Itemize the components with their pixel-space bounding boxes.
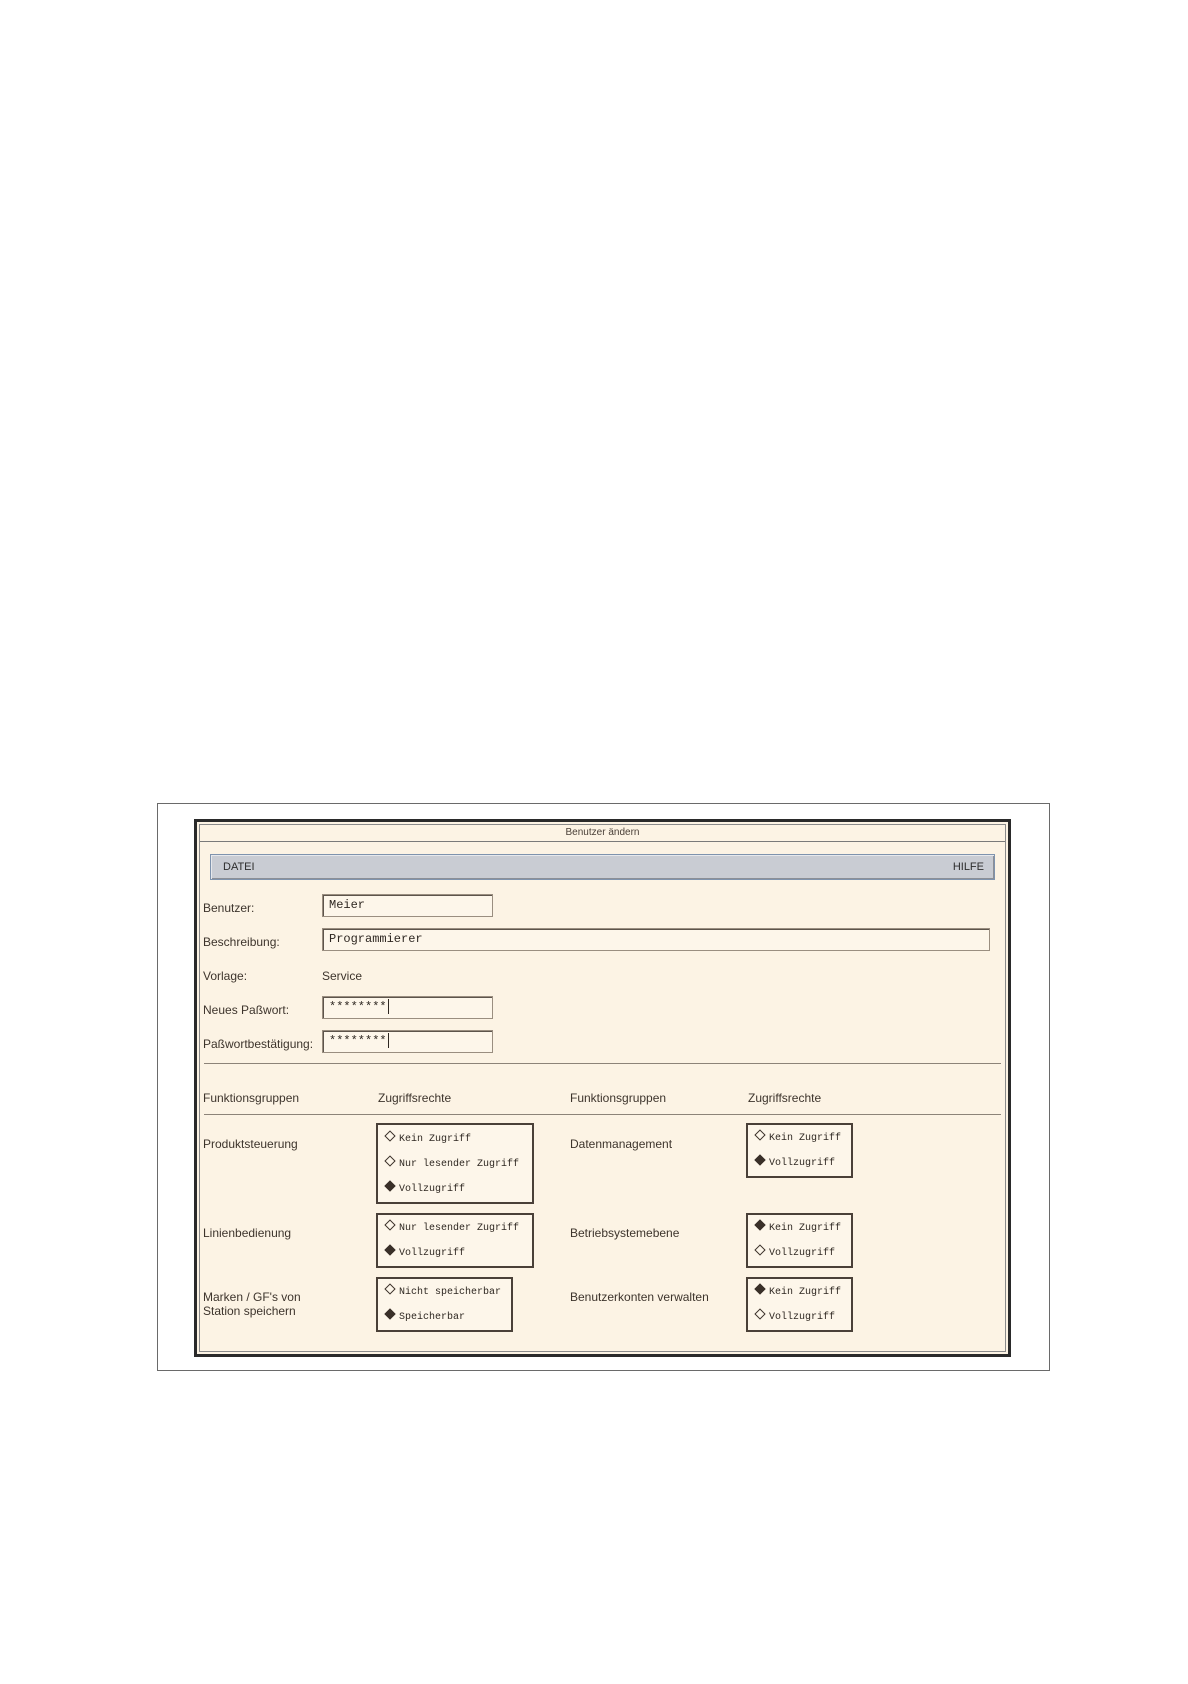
window-title: Benutzer ändern: [200, 825, 1005, 842]
group-label-betriebssystemebene: Betriebsystemebene: [570, 1226, 680, 1240]
radio-group-produktsteuerung: [376, 1123, 534, 1204]
radio-button-selected[interactable]: [384, 1180, 395, 1191]
menu-help[interactable]: HILFE: [952, 861, 984, 873]
group-label-marken-line2: Station speichern: [203, 1304, 296, 1318]
radio-button-selected[interactable]: [754, 1154, 765, 1165]
text-cursor: [388, 999, 389, 1014]
radio-group-benutzerkonten: [746, 1277, 853, 1332]
separator: [204, 1063, 1001, 1064]
radio-option[interactable]: Nur lesender Zugriff: [386, 1157, 519, 1170]
radio-option[interactable]: Kein Zugriff: [386, 1132, 471, 1145]
new-password-value: ********: [329, 1000, 387, 1014]
col-header-groups-right: Funktionsgruppen: [570, 1091, 667, 1105]
new-password-label: Neues Paßwort:: [203, 1003, 290, 1017]
text-cursor: [388, 1033, 389, 1048]
radio-option[interactable]: Kein Zugriff: [756, 1285, 841, 1298]
new-password-field[interactable]: [322, 996, 493, 1019]
radio-button-selected[interactable]: [754, 1283, 765, 1294]
radio-option[interactable]: Nicht speicherbar: [386, 1285, 501, 1298]
radio-button-selected[interactable]: [384, 1244, 395, 1255]
group-label-produktsteuerung: Produktsteuerung: [203, 1137, 298, 1151]
user-edit-window: [194, 819, 1011, 1357]
group-label-datenmanagement: Datenmanagement: [570, 1137, 673, 1151]
user-field[interactable]: Meier: [322, 894, 493, 917]
col-header-rights-right: Zugriffsrechte: [748, 1091, 822, 1105]
confirm-password-field[interactable]: [322, 1030, 493, 1053]
radio-button[interactable]: [754, 1129, 765, 1140]
radio-group-linienbedienung: [376, 1213, 534, 1268]
radio-option[interactable]: Vollzugriff: [756, 1246, 835, 1259]
radio-button[interactable]: [754, 1308, 765, 1319]
description-label: Beschreibung:: [203, 935, 280, 949]
radio-button[interactable]: [384, 1130, 395, 1141]
radio-option[interactable]: Kein Zugriff: [756, 1221, 841, 1234]
radio-option[interactable]: Kein Zugriff: [756, 1131, 841, 1144]
menu-bar: [210, 854, 995, 880]
radio-option[interactable]: Vollzugriff: [756, 1156, 835, 1169]
confirm-password-value: ********: [329, 1034, 387, 1048]
separator: [204, 1114, 1001, 1115]
radio-button[interactable]: [384, 1155, 395, 1166]
radio-option[interactable]: Vollzugriff: [386, 1182, 465, 1195]
group-label-benutzerkonten: Benutzerkonten verwalten: [570, 1290, 709, 1304]
radio-option[interactable]: Vollzugriff: [386, 1246, 465, 1259]
window-body: [199, 824, 1006, 1352]
radio-option[interactable]: Speicherbar: [386, 1310, 465, 1323]
radio-button[interactable]: [384, 1283, 395, 1294]
radio-group-datenmanagement: [746, 1123, 853, 1178]
template-label: Vorlage:: [203, 969, 248, 983]
group-label-linienbedienung: Linienbedienung: [203, 1226, 292, 1240]
radio-button-selected[interactable]: [754, 1219, 765, 1230]
radio-button[interactable]: [384, 1219, 395, 1230]
menu-file[interactable]: DATEI: [223, 861, 255, 873]
radio-group-betriebssystemebene: [746, 1213, 853, 1268]
radio-group-marken: [376, 1277, 513, 1332]
template-value: Service: [322, 969, 363, 983]
col-header-rights-left: Zugriffsrechte: [378, 1091, 452, 1105]
radio-button-selected[interactable]: [384, 1308, 395, 1319]
user-label: Benutzer:: [203, 901, 255, 915]
confirm-password-label: Paßwortbestätigung:: [203, 1037, 314, 1051]
radio-button[interactable]: [754, 1244, 765, 1255]
radio-option[interactable]: Vollzugriff: [756, 1310, 835, 1323]
description-field[interactable]: Programmierer: [322, 928, 990, 951]
group-label-marken-line1: Marken / GF's von: [203, 1290, 301, 1304]
radio-option[interactable]: Nur lesender Zugriff: [386, 1221, 519, 1234]
col-header-groups-left: Funktionsgruppen: [203, 1091, 300, 1105]
